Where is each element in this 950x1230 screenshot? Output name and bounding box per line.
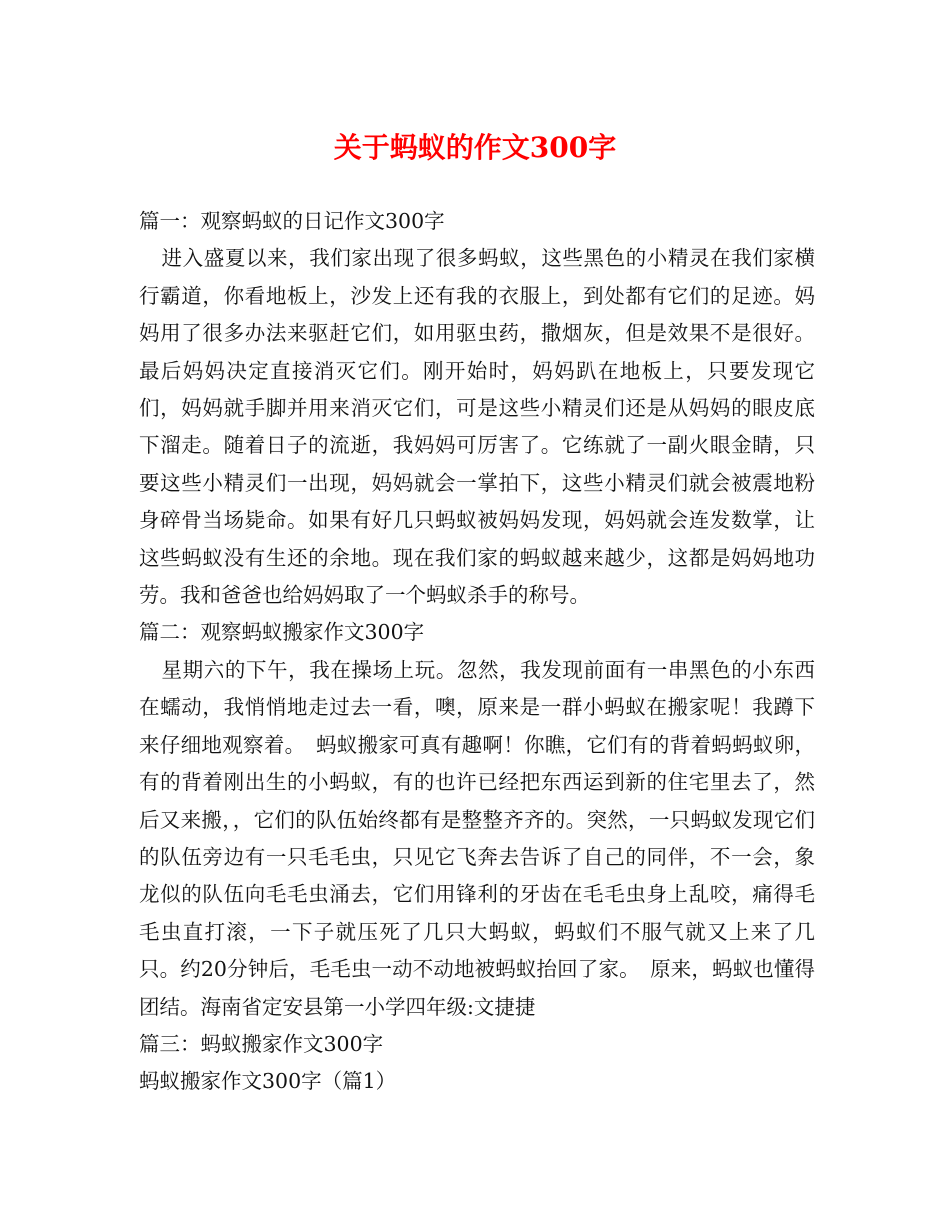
document-body xyxy=(139,203,815,1101)
document-title: 关于蚂蚁的作文300字 xyxy=(333,131,617,164)
section-1-paragraph: 进入盛夏以来，我们家出现了很多蚂蚁，这些黑色的小精灵在我们家横行霸道，你看地板上，沙发上还有我的衣服上，到处都有它们的足迹。妈妈用了很多办法来驱赶它们，如用驱虫药，撒烟灰，但是效果不是很好。最后妈妈决定直接消灭它们。刚开始时，妈妈趴在地板上，只要发现它们，妈妈就手脚并用来消灭它们，可是这些小精灵们还是从妈妈的眼皮底下溜走。随着日子的流逝，我妈妈可厉害了。它练就了一副火眼金睛，只要这些小精灵们一出现，妈妈就会一掌拍下，这些小精灵们就会被震地粉身碎骨当场毙命。如果有好几只蚂蚁被妈妈发现，妈妈就会连发数掌，让这些蚂蚁没有生还的余地。现在我们家的蚂蚁越来越少，这都是妈妈地功劳。我和爸爸也给妈妈取了一个蚂蚁杀手的称号。 xyxy=(139,246,815,608)
section-1-heading: 篇一：观察蚂蚁的日记作文300字 xyxy=(139,209,445,233)
section-3-heading: 篇三：蚂蚁搬家作文300字 xyxy=(139,1031,384,1056)
section-2-paragraph: 星期六的下午，我在操场上玩。忽然，我发现前面有一串黑色的小东西在蠕动，我悄悄地走过去一看，噢，原来是一群小蚂蚁在搬家呢！我蹲下来仔细地观察着。 蚂蚁搬家可真有趣啊！你瞧，它们有的背着蚂蚂蚁卵，有的背着刚出生的小蚂蚁，有的也许已经把东西运到新的住宅里去了，然后又来搬，，它们的队伍始终都有是整整齐齐的。突然，一只蚂蚁发现它们的队伍旁边有一只毛毛虫，只见它飞奔去告诉了自己的同伴，不一会，象龙似的队伍向毛毛虫涌去，它们用锋利的牙齿在毛毛虫身上乱咬，痛得毛毛虫直打滚，一下子就压死了几只大蚂蚁，蚂蚁们不服气就又上来了几只。约20分钟后，毛毛虫一动不动地被蚂蚁抬回了家。 原来，蚂蚁也懂得团结。海南省定安县第一小学四年级:文捷捷 xyxy=(139,657,815,1019)
section-2-heading: 篇二：观察蚂蚁搬家作文300字 xyxy=(139,620,425,645)
section-3-subheading: 蚂蚁搬家作文300字（篇1） xyxy=(139,1069,397,1094)
